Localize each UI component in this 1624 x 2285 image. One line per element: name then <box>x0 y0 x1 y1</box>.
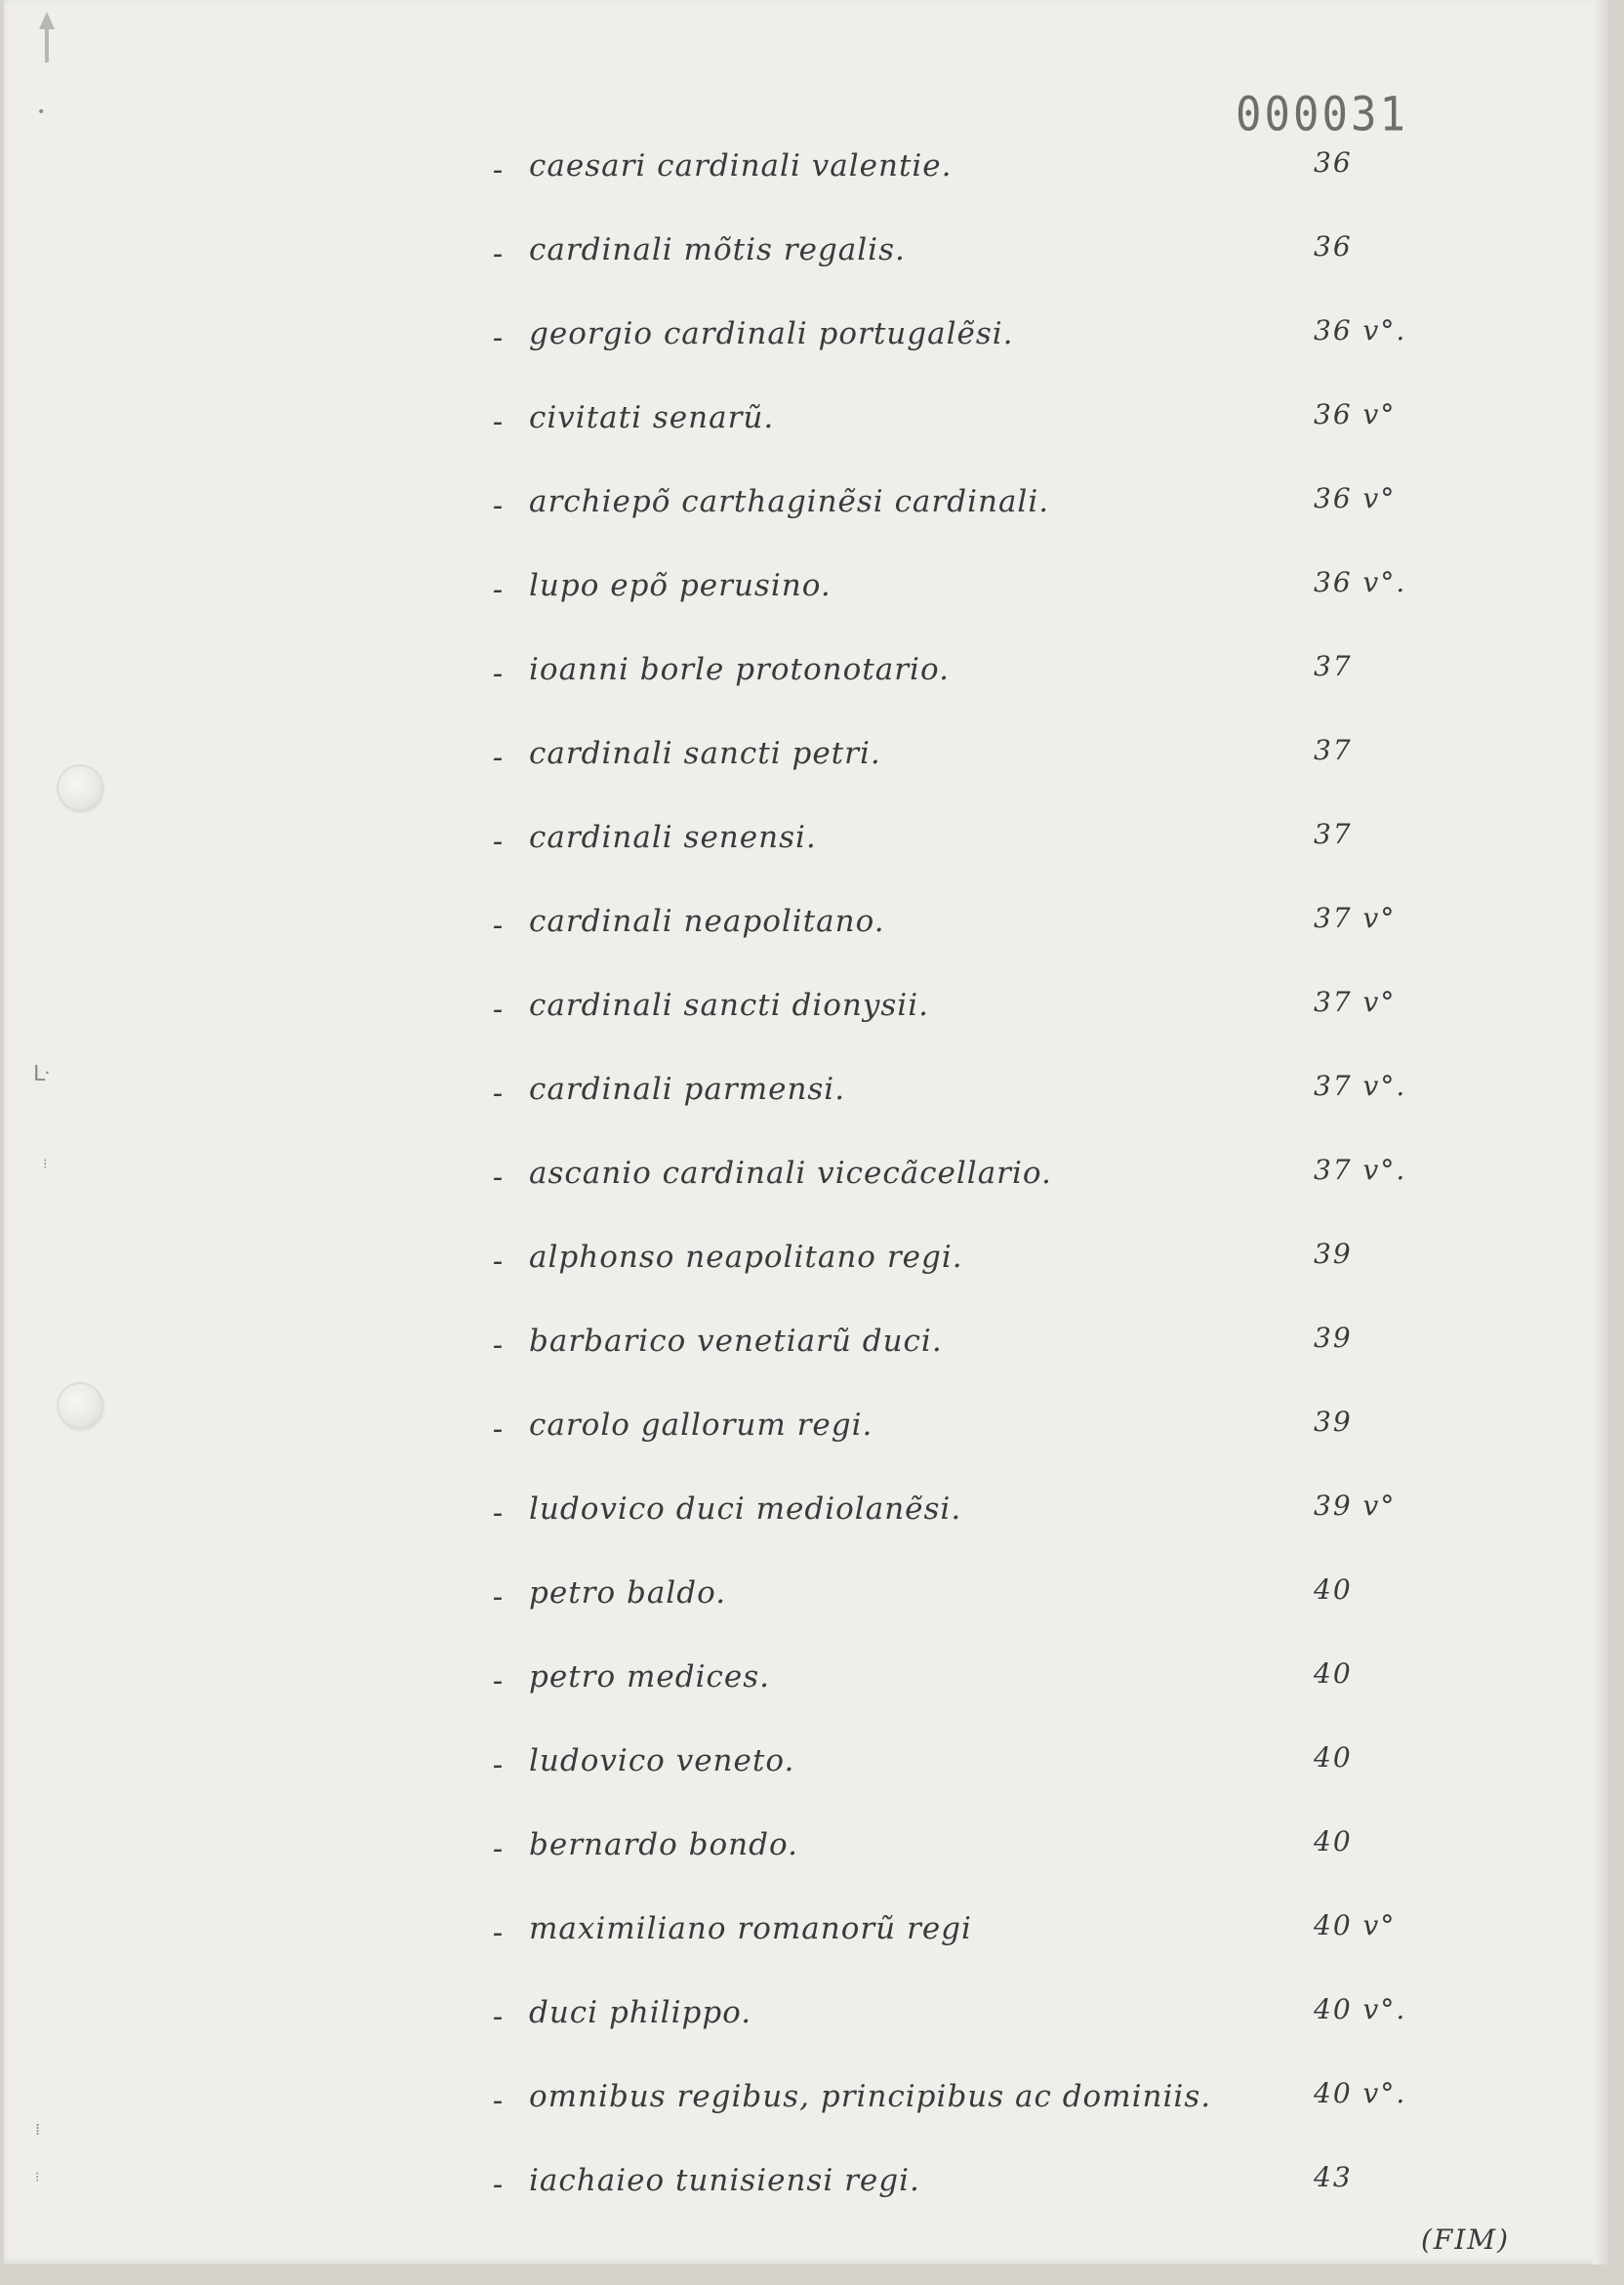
entry-text: omnibus regibus, principibus ac dominiis. <box>529 2079 1212 2114</box>
entry-text: alphonso neapolitano regi. <box>529 1240 963 1275</box>
entry-folio: 36 <box>1314 146 1353 179</box>
entry-dash: - <box>492 2083 504 2118</box>
index-entry <box>482 1907 1439 1991</box>
margin-speck: • <box>37 104 46 120</box>
index-entry <box>482 312 1439 396</box>
entry-dash: - <box>492 1831 504 1866</box>
entry-text: caesari cardinali valentie. <box>529 148 953 184</box>
entry-folio: 36 <box>1314 230 1353 263</box>
entry-dash: - <box>492 1327 504 1363</box>
entry-folio: 39 <box>1314 1322 1353 1354</box>
margin-speck: ᒷ <box>33 1062 50 1086</box>
margin-speck: ⁞ <box>35 2120 41 2139</box>
document-page <box>4 0 1608 2265</box>
entry-folio: 36 v°. <box>1314 314 1407 347</box>
index-entry <box>482 564 1439 648</box>
entry-text: petro medices. <box>529 1659 770 1694</box>
entry-dash: - <box>492 908 504 943</box>
index-entry <box>482 648 1439 732</box>
entry-folio: 39 <box>1314 1238 1353 1270</box>
entry-dash: - <box>492 1747 504 1782</box>
entry-text: iachaieo tunisiensi regi. <box>529 2163 920 2198</box>
entry-dash: - <box>492 320 504 355</box>
margin-speck: ⁝ <box>35 2170 40 2185</box>
entry-text: civitati senarũ. <box>529 400 775 435</box>
entry-dash: - <box>492 488 504 523</box>
index-entry <box>482 1068 1439 1152</box>
entry-folio: 40 v° <box>1314 1909 1397 1941</box>
index-entry <box>482 984 1439 1068</box>
entry-text: bernardo bondo. <box>529 1827 798 1862</box>
index-entry <box>482 1404 1439 1488</box>
margin-speck: ⁝ <box>43 1157 48 1172</box>
index-entry <box>482 900 1439 984</box>
entry-folio: 39 v° <box>1314 1489 1397 1522</box>
index-entry <box>482 144 1439 228</box>
entry-folio: 37 <box>1314 734 1353 766</box>
entry-dash: - <box>492 572 504 607</box>
entry-folio: 37 v° <box>1314 986 1397 1018</box>
entry-dash: - <box>492 404 504 439</box>
index-entry <box>482 1991 1439 2075</box>
entry-text: carolo gallorum regi. <box>529 1408 873 1443</box>
entry-text: cardinali parmensi. <box>529 1072 846 1107</box>
index-entry <box>482 1236 1439 1320</box>
index-entry <box>482 1655 1439 1739</box>
entry-dash: - <box>492 740 504 775</box>
index-entry <box>482 1320 1439 1404</box>
entry-folio: 37 <box>1314 650 1353 682</box>
entry-text: maximiliano romanorũ regi <box>529 1911 972 1946</box>
entry-folio: 40 <box>1314 1825 1353 1857</box>
index-entry <box>482 1152 1439 1236</box>
index-entry <box>482 1823 1439 1907</box>
punch-hole <box>59 1384 102 1427</box>
index-entry <box>482 1571 1439 1655</box>
index-entry <box>482 2075 1439 2159</box>
index-list <box>482 144 1439 2243</box>
end-note: (FIM) <box>1421 2224 1511 2256</box>
entry-text: georgio cardinali portugalẽsi. <box>529 316 1014 351</box>
entry-text: ludovico veneto. <box>529 1743 795 1778</box>
entry-folio: 43 <box>1314 2161 1353 2193</box>
page-edge-shadow <box>1593 0 1608 2265</box>
entry-folio: 40 <box>1314 1657 1353 1690</box>
entry-text: lupo epõ perusino. <box>529 568 832 603</box>
entry-folio: 40 v°. <box>1314 1993 1407 2025</box>
index-entry <box>482 1488 1439 1571</box>
entry-dash: - <box>492 1411 504 1447</box>
entry-folio: 40 <box>1314 1573 1353 1606</box>
index-entry <box>482 396 1439 480</box>
entry-dash: - <box>492 1244 504 1279</box>
punch-hole <box>59 766 102 809</box>
entry-dash: - <box>492 1160 504 1195</box>
entry-text: cardinali senensi. <box>529 820 817 855</box>
entry-folio: 37 <box>1314 818 1353 850</box>
entry-text: archiepõ carthaginẽsi cardinali. <box>529 484 1050 519</box>
entry-text: duci philippo. <box>529 1995 752 2030</box>
entry-dash: - <box>492 656 504 691</box>
index-entry <box>482 480 1439 564</box>
entry-folio: 36 v° <box>1314 398 1397 430</box>
entry-folio: 39 <box>1314 1406 1353 1438</box>
entry-dash: - <box>492 236 504 271</box>
entry-folio: 37 v° <box>1314 902 1397 934</box>
entry-text: cardinali sancti dionysii. <box>529 988 929 1023</box>
index-entry <box>482 1739 1439 1823</box>
index-entry <box>482 816 1439 900</box>
entry-dash: - <box>492 2167 504 2202</box>
entry-dash: - <box>492 1076 504 1111</box>
entry-dash: - <box>492 992 504 1027</box>
entry-text: cardinali sancti petri. <box>529 736 881 771</box>
entry-text: petro baldo. <box>529 1575 727 1611</box>
entry-text: ioanni borle protonotario. <box>529 652 950 687</box>
entry-folio: 40 v°. <box>1314 2077 1407 2109</box>
entry-text: ludovico duci mediolanẽsi. <box>529 1491 962 1527</box>
entry-dash: - <box>492 1663 504 1698</box>
index-entry <box>482 732 1439 816</box>
index-entry <box>482 228 1439 312</box>
entry-folio: 37 v°. <box>1314 1154 1407 1186</box>
entry-text: barbarico venetiarũ duci. <box>529 1324 943 1359</box>
entry-text: ascanio cardinali vicecãcellario. <box>529 1156 1052 1191</box>
entry-folio: 36 v°. <box>1314 566 1407 598</box>
entry-dash: - <box>492 1495 504 1530</box>
entry-dash: - <box>492 824 504 859</box>
entry-folio: 36 v° <box>1314 482 1397 514</box>
entry-text: cardinali mõtis regalis. <box>529 232 906 267</box>
entry-dash: - <box>492 1579 504 1614</box>
page-number-stamp: 000031 <box>1236 87 1408 143</box>
entry-dash: - <box>492 152 504 187</box>
entry-folio: 37 v°. <box>1314 1070 1407 1102</box>
entry-folio: 40 <box>1314 1741 1353 1774</box>
entry-dash: - <box>492 1999 504 2034</box>
margin-arrow-mark <box>29 8 64 70</box>
index-entry <box>482 2159 1439 2243</box>
entry-text: cardinali neapolitano. <box>529 904 885 939</box>
entry-dash: - <box>492 1915 504 1950</box>
